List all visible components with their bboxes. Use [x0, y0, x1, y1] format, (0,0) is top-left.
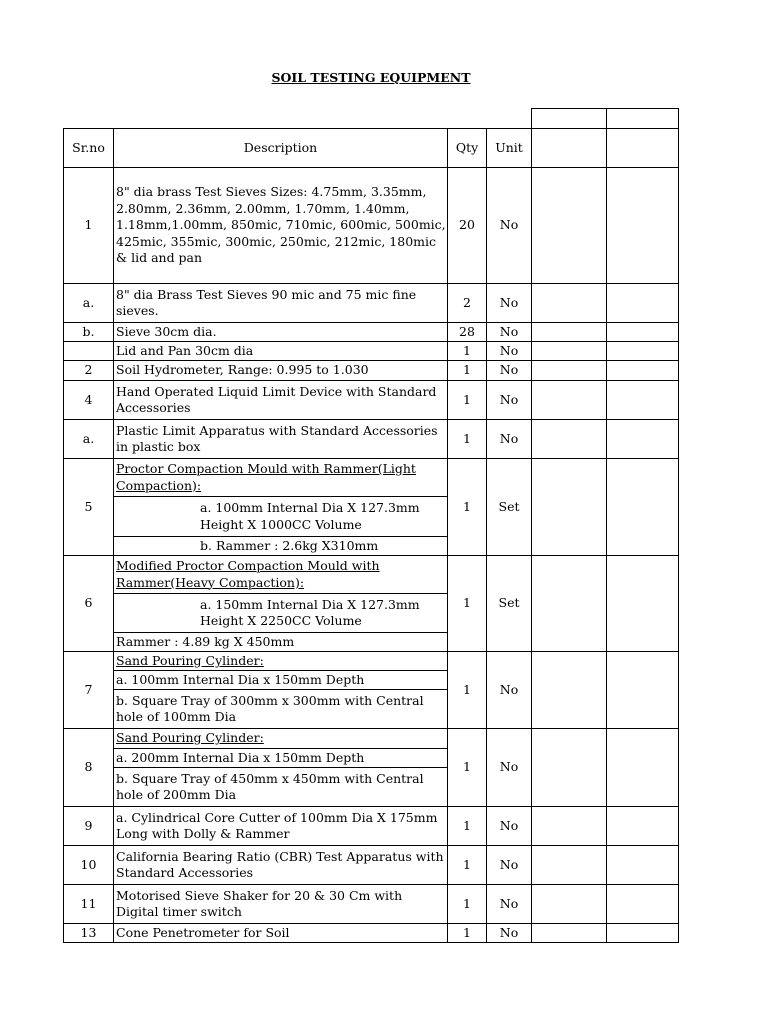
row-1c-extra-2	[606, 341, 679, 361]
row-1b-description: Sieve 30cm dia.	[113, 322, 448, 342]
row-7-unit: No	[486, 651, 532, 729]
row-10-extra-2	[606, 845, 679, 885]
row-5-extra-1	[531, 458, 607, 556]
row-5-srno: 5	[63, 458, 114, 556]
row-4a-unit: No	[486, 419, 532, 459]
row-9-description: a. Cylindrical Core Cutter of 100mm Dia X 175mm Long with Dolly & Rammer	[113, 806, 448, 846]
row-8-extra-2	[606, 728, 679, 807]
row-1b-extra-2	[606, 322, 679, 342]
row-10-srno: 10	[63, 845, 114, 885]
row-2-extra-2	[606, 360, 679, 381]
row-7-sub-a: a. 100mm Internal Dia x 150mm Depth	[113, 670, 448, 690]
row-5-sub-a: a. 100mm Internal Dia X 127.3mm Height X 1000CC Volume	[113, 496, 448, 537]
row-13-extra-1	[531, 923, 607, 943]
row-4-unit: No	[486, 380, 532, 420]
row-11-qty: 1	[447, 884, 487, 924]
row-6-sub-b: Rammer : 4.89 kg X 450mm	[113, 632, 448, 652]
row-6-heading: Modified Proctor Compaction Mould with Rammer(Heavy Compaction):	[113, 555, 448, 594]
header-qty: Qty	[447, 128, 487, 168]
row-13-description: Cone Penetrometer for Soil	[113, 923, 448, 943]
header-description: Description	[113, 128, 448, 168]
row-8-qty: 1	[447, 728, 487, 807]
row-1a-description: 8" dia Brass Test Sieves 90 mic and 75 mic fine sieves.	[113, 283, 448, 323]
row-10-unit: No	[486, 845, 532, 885]
page-title: SOIL TESTING EQUIPMENT	[271, 70, 471, 85]
row-6-unit: Set	[486, 555, 532, 652]
row-1-extra-2	[606, 167, 679, 284]
row-1a-qty: 2	[447, 283, 487, 323]
row-1b-qty: 28	[447, 322, 487, 342]
row-13-unit: No	[486, 923, 532, 943]
row-9-extra-2	[606, 806, 679, 846]
row-4a-description: Plastic Limit Apparatus with Standard Accessories in plastic box	[113, 419, 448, 459]
row-7-heading: Sand Pouring Cylinder:	[113, 651, 448, 671]
row-5-sub-b: b. Rammer : 2.6kg X310mm	[113, 536, 448, 556]
row-10-description: California Bearing Ratio (CBR) Test Apparatus with Standard Accessories	[113, 845, 448, 885]
row-5-extra-2	[606, 458, 679, 556]
header-extra-1	[531, 128, 607, 168]
extra-header-cell-2	[606, 108, 679, 129]
row-1-unit: No	[486, 167, 532, 284]
row-4-extra-1	[531, 380, 607, 420]
row-9-srno: 9	[63, 806, 114, 846]
header-unit: Unit	[486, 128, 532, 168]
row-10-qty: 1	[447, 845, 487, 885]
row-11-description: Motorised Sieve Shaker for 20 & 30 Cm with Digital timer switch	[113, 884, 448, 924]
row-1-qty: 20	[447, 167, 487, 284]
row-1-description: 8" dia brass Test Sieves Sizes: 4.75mm, 3.35mm, 2.80mm, 2.36mm, 2.00mm, 1.70mm, 1.40mm, 1.18mm,1.00mm, 850mic, 710mic, 600mic, 500mic, 425mic, 355mic, 300mic, 250mic, 212mic, 180mic & lid and pan	[113, 167, 448, 284]
row-2-qty: 1	[447, 360, 487, 381]
row-11-extra-2	[606, 884, 679, 924]
row-6-srno: 6	[63, 555, 114, 652]
row-1a-unit: No	[486, 283, 532, 323]
row-7-srno: 7	[63, 651, 114, 729]
row-1a-extra-1	[531, 283, 607, 323]
row-13-srno: 13	[63, 923, 114, 943]
row-4a-extra-1	[531, 419, 607, 459]
row-1c-srno	[63, 341, 114, 361]
row-6-extra-1	[531, 555, 607, 652]
row-7-sub-b: b. Square Tray of 300mm x 300mm with Central hole of 100mm Dia	[113, 689, 448, 729]
row-8-sub-b: b. Square Tray of 450mm x 450mm with Central hole of 200mm Dia	[113, 767, 448, 807]
row-13-qty: 1	[447, 923, 487, 943]
row-1-srno: 1	[63, 167, 114, 284]
row-4a-extra-2	[606, 419, 679, 459]
row-7-extra-2	[606, 651, 679, 729]
row-2-extra-1	[531, 360, 607, 381]
row-5-qty: 1	[447, 458, 487, 556]
row-11-srno: 11	[63, 884, 114, 924]
row-4-extra-2	[606, 380, 679, 420]
row-1b-extra-1	[531, 322, 607, 342]
row-1b-srno: b.	[63, 322, 114, 342]
row-4-qty: 1	[447, 380, 487, 420]
header-srno: Sr.no	[63, 128, 114, 168]
row-1c-unit: No	[486, 341, 532, 361]
row-2-srno: 2	[63, 360, 114, 381]
row-1a-extra-2	[606, 283, 679, 323]
row-11-unit: No	[486, 884, 532, 924]
row-10-extra-1	[531, 845, 607, 885]
row-1b-unit: No	[486, 322, 532, 342]
row-11-extra-1	[531, 884, 607, 924]
row-7-qty: 1	[447, 651, 487, 729]
row-1c-qty: 1	[447, 341, 487, 361]
extra-header-cell-1	[531, 108, 607, 129]
row-2-unit: No	[486, 360, 532, 381]
row-6-extra-2	[606, 555, 679, 652]
row-8-unit: No	[486, 728, 532, 807]
header-extra-2	[606, 128, 679, 168]
row-1a-srno: a.	[63, 283, 114, 323]
row-9-unit: No	[486, 806, 532, 846]
row-13-extra-2	[606, 923, 679, 943]
row-1c-extra-1	[531, 341, 607, 361]
row-6-qty: 1	[447, 555, 487, 652]
row-4a-qty: 1	[447, 419, 487, 459]
row-8-heading: Sand Pouring Cylinder:	[113, 728, 448, 749]
row-6-sub-a: a. 150mm Internal Dia X 127.3mm Height X 2250CC Volume	[113, 593, 448, 633]
row-2-description: Soil Hydrometer, Range: 0.995 to 1.030	[113, 360, 448, 381]
row-1-extra-1	[531, 167, 607, 284]
row-9-extra-1	[531, 806, 607, 846]
row-1c-description: Lid and Pan 30cm dia	[113, 341, 448, 361]
row-8-extra-1	[531, 728, 607, 807]
row-8-sub-a: a. 200mm Internal Dia x 150mm Depth	[113, 748, 448, 768]
row-5-heading: Proctor Compaction Mould with Rammer(Light Compaction):	[113, 458, 448, 497]
row-4-description: Hand Operated Liquid Limit Device with Standard Accessories	[113, 380, 448, 420]
row-4a-srno: a.	[63, 419, 114, 459]
row-4-srno: 4	[63, 380, 114, 420]
row-7-extra-1	[531, 651, 607, 729]
row-9-qty: 1	[447, 806, 487, 846]
row-8-srno: 8	[63, 728, 114, 807]
row-5-unit: Set	[486, 458, 532, 556]
